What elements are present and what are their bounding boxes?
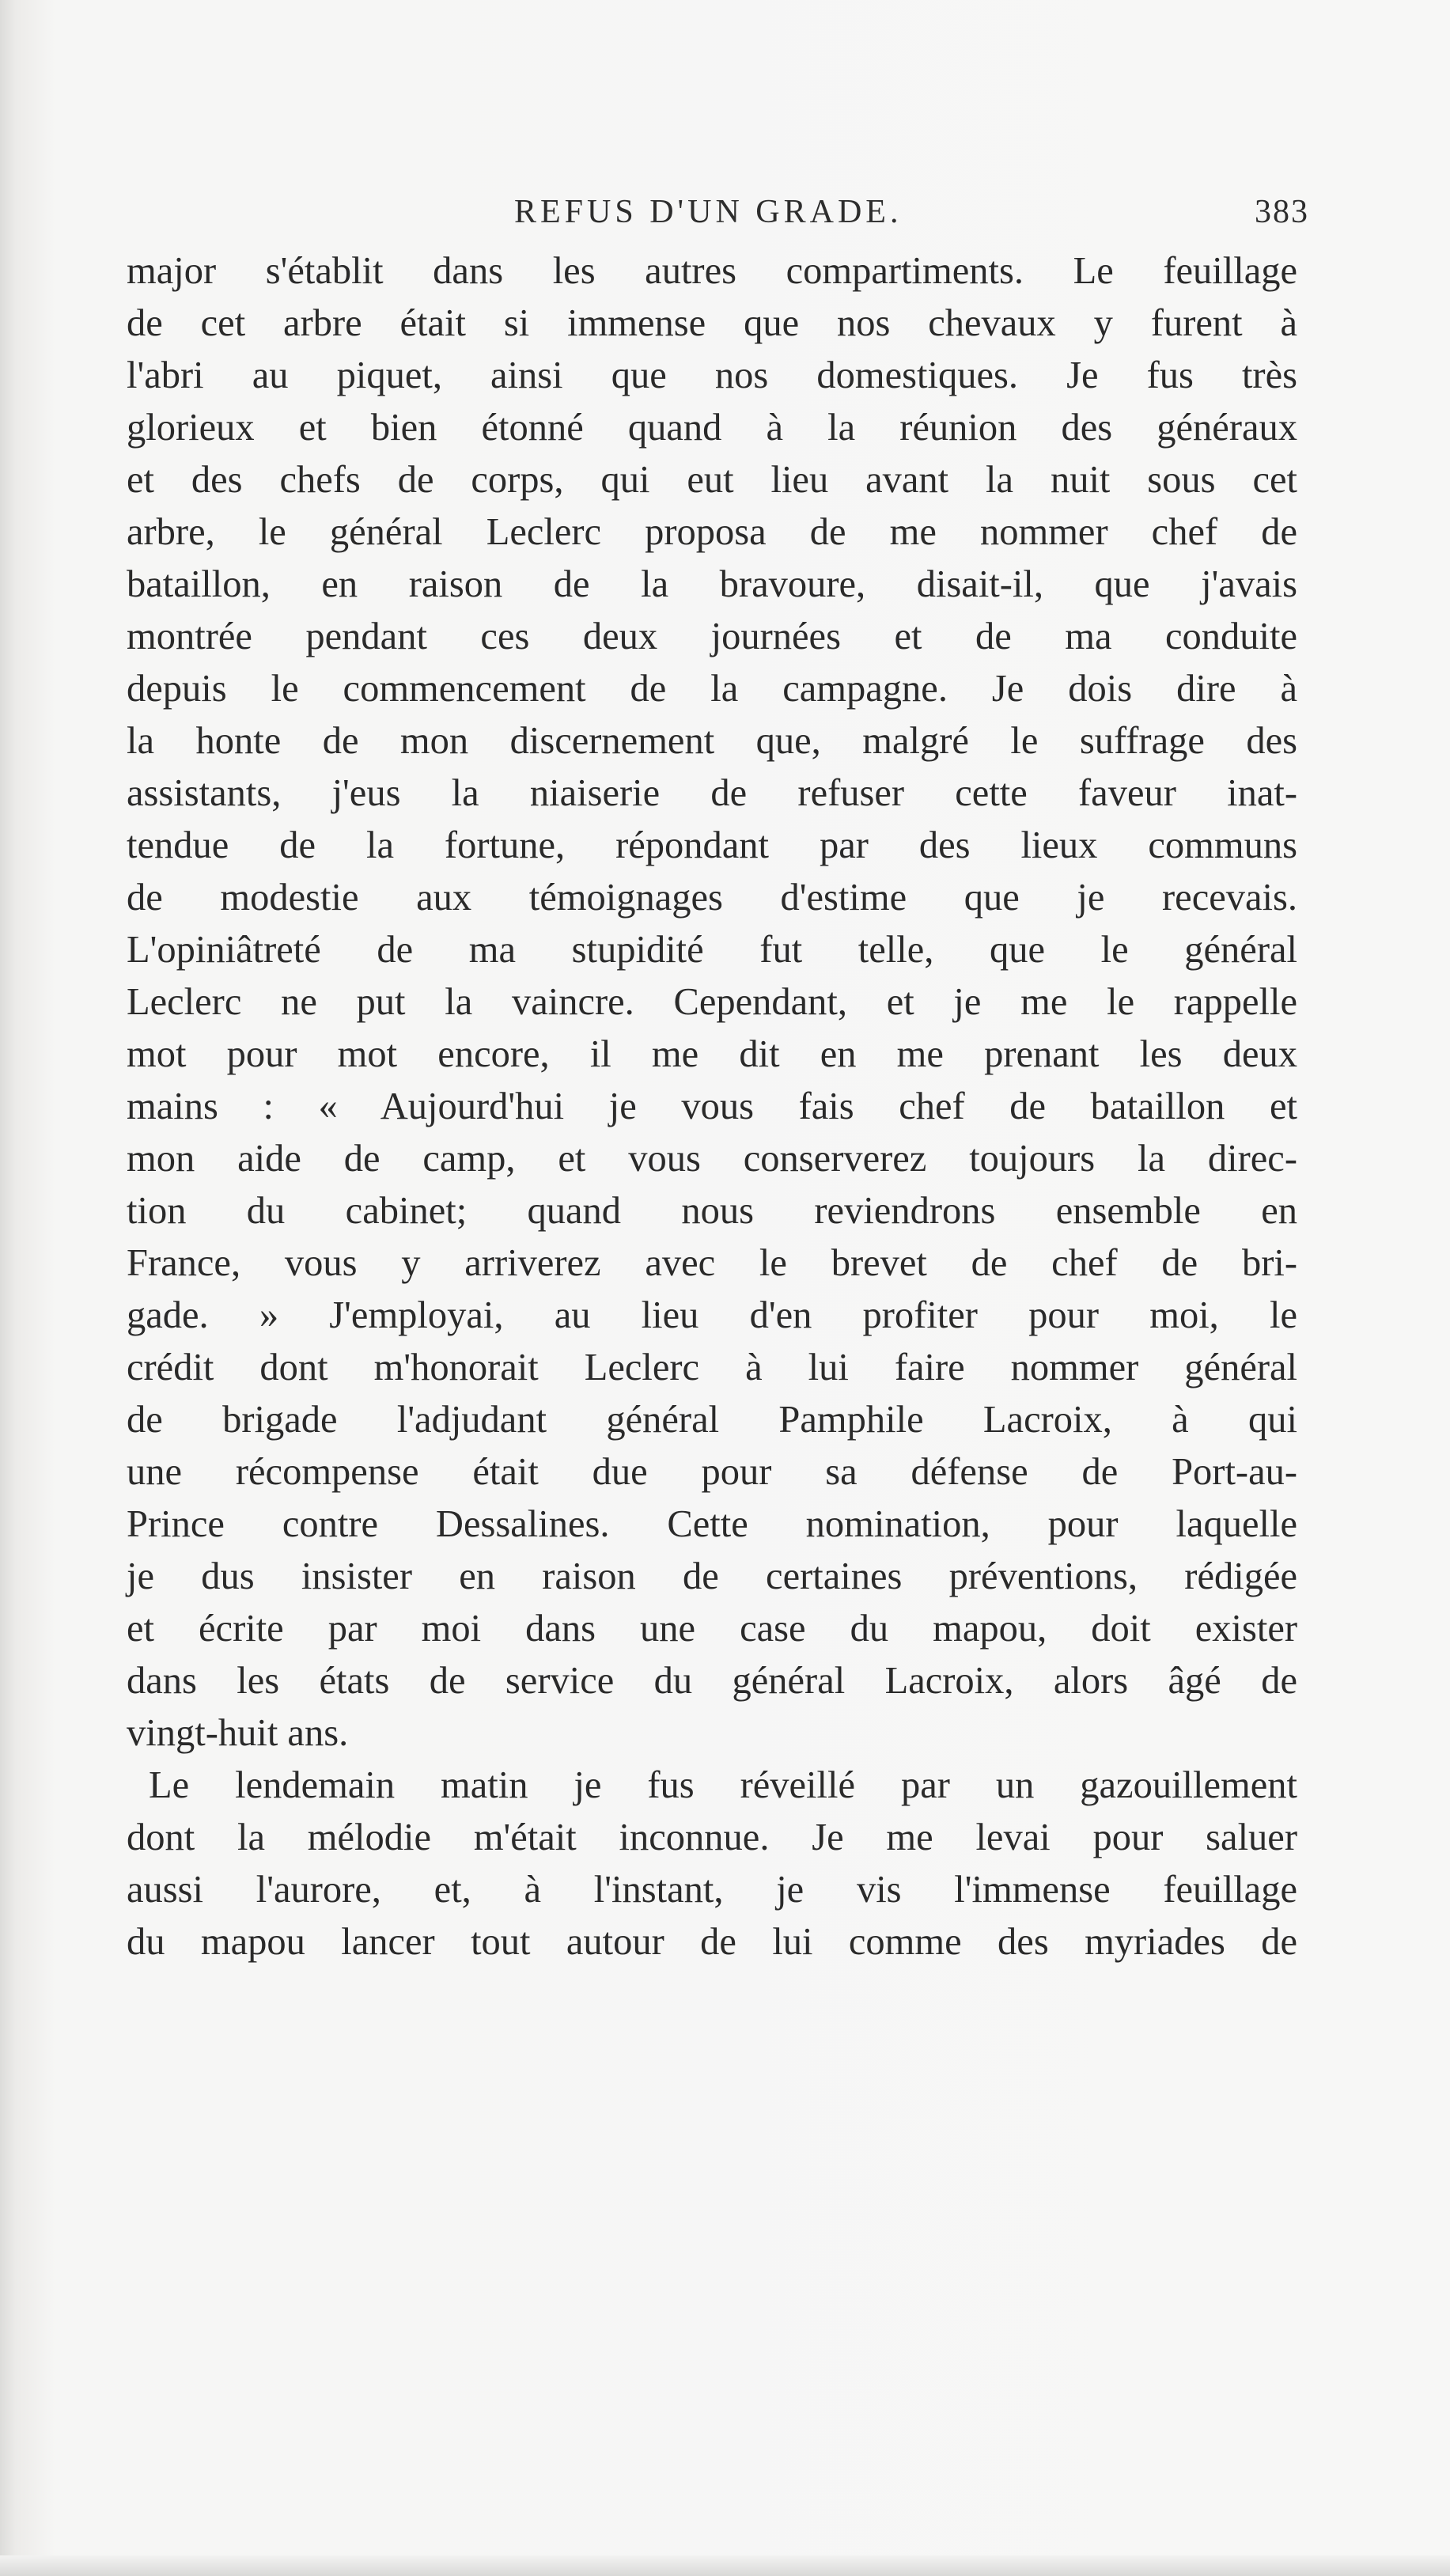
text-line: Leclerc ne put la vaincre. Cependant, et je me le rappelle bbox=[127, 981, 1297, 1023]
text-line: je dus insister en raison de certaines préventions, rédigée bbox=[127, 1555, 1297, 1597]
text-line-paragraph-start: Le lendemain matin je fus réveillé par un gazouillement bbox=[149, 1764, 1297, 1806]
text-line: assistants, j'eus la niaiserie de refuser cette faveur inat- bbox=[127, 772, 1297, 814]
text-line: mot pour mot encore, il me dit en me prenant les deux bbox=[127, 1033, 1297, 1075]
text-line: crédit dont m'honorait Leclerc à lui faire nommer général bbox=[127, 1347, 1297, 1388]
text-line: arbre, le général Leclerc proposa de me nommer chef de bbox=[127, 511, 1297, 553]
text-line: montrée pendant ces deux journées et de ma conduite bbox=[127, 616, 1297, 657]
text-line: dont la mélodie m'était inconnue. Je me levai pour saluer bbox=[127, 1816, 1297, 1858]
text-line: de modestie aux témoignages d'estime que je recevais. bbox=[127, 877, 1297, 919]
text-line: et écrite par moi dans une case du mapou, doit exister bbox=[127, 1608, 1297, 1650]
text-line: mains : « Aujourd'hui je vous fais chef de bataillon et bbox=[127, 1085, 1297, 1127]
text-line-paragraph-end: vingt-huit ans. bbox=[127, 1712, 349, 1754]
text-line: gade. » J'employai, au lieu d'en profiter pour moi, le bbox=[127, 1294, 1297, 1336]
text-line: de brigade l'adjudant général Pamphile Lacroix, à qui bbox=[127, 1399, 1297, 1441]
body-text bbox=[127, 245, 1297, 1968]
page-bottom-edge bbox=[0, 2555, 1450, 2576]
text-line: aussi l'aurore, et, à l'instant, je vis l'immense feuillage bbox=[127, 1869, 1297, 1911]
running-head-title: REFUS D'UN GRADE. bbox=[514, 194, 903, 230]
text-line: Prince contre Dessalines. Cette nomination, pour laquelle bbox=[127, 1503, 1297, 1545]
text-line: tion du cabinet; quand nous reviendrons ensemble en bbox=[127, 1190, 1297, 1232]
text-line: du mapou lancer tout autour de lui comme des myriades de bbox=[127, 1921, 1297, 1963]
running-head bbox=[0, 188, 1450, 236]
text-line: tendue de la fortune, répondant par des lieux communs bbox=[127, 824, 1297, 866]
text-line: bataillon, en raison de la bravoure, disait-il, que j'avais bbox=[127, 563, 1297, 605]
text-line: et des chefs de corps, qui eut lieu avant la nuit sous cet bbox=[127, 459, 1297, 501]
text-line: dans les états de service du général Lacroix, alors âgé de bbox=[127, 1660, 1297, 1702]
text-line: mon aide de camp, et vous conserverez toujours la direc- bbox=[127, 1138, 1297, 1180]
text-line: la honte de mon discernement que, malgré le suffrage des bbox=[127, 720, 1297, 762]
text-line: glorieux et bien étonné quand à la réunion des généraux bbox=[127, 407, 1297, 449]
text-line: depuis le commencement de la campagne. Je dois dire à bbox=[127, 668, 1297, 710]
text-line: L'opiniâtreté de ma stupidité fut telle, que le général bbox=[127, 929, 1297, 971]
text-line: France, vous y arriverez avec le brevet de chef de bri- bbox=[127, 1242, 1297, 1284]
page-number: 383 bbox=[1255, 194, 1309, 230]
text-line: de cet arbre était si immense que nos chevaux y furent à bbox=[127, 302, 1297, 344]
text-line: major s'établit dans les autres compartiments. Le feuillage bbox=[127, 250, 1297, 292]
text-line: l'abri au piquet, ainsi que nos domestiques. Je fus très bbox=[127, 354, 1297, 396]
text-line: une récompense était due pour sa défense de Port-au- bbox=[127, 1451, 1297, 1493]
